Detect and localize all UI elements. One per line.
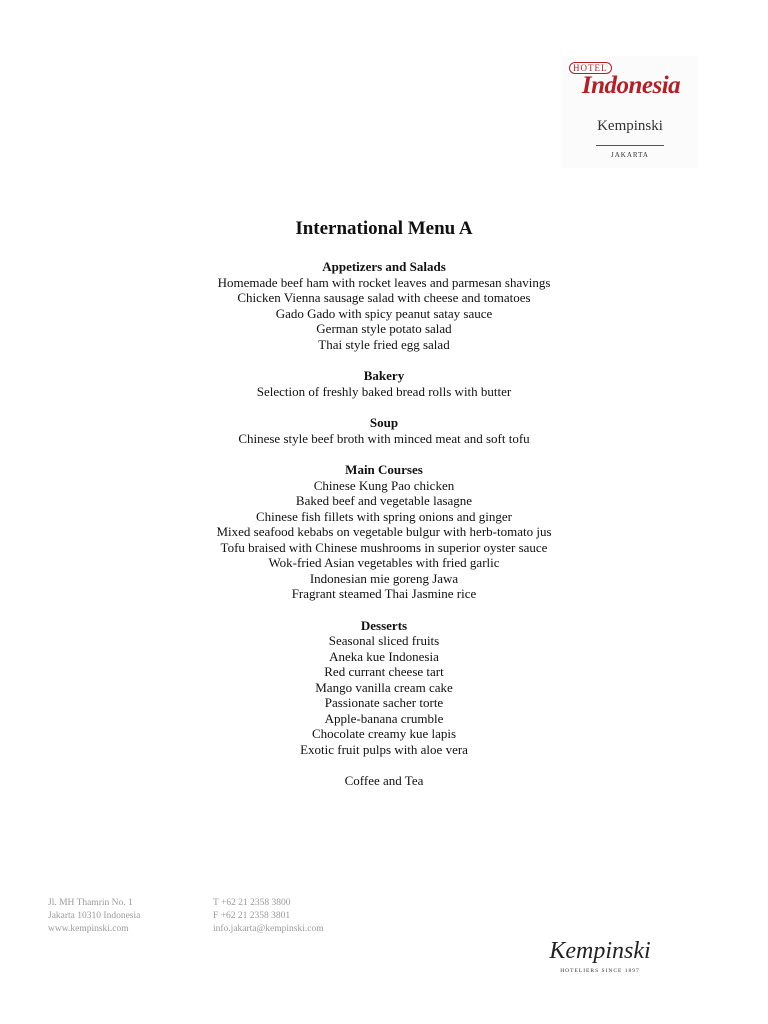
section-title: Bakery <box>363 368 405 383</box>
logo-hotel-word: HOTEL <box>569 62 612 74</box>
footer-address-line2: Jakarta 10310 Indonesia <box>48 911 141 921</box>
menu-item: Thai style fried egg salad <box>318 336 450 352</box>
menu-sections <box>0 259 768 757</box>
menu-item: Homemade beef ham with rocket leaves and parmesan shavings <box>217 274 551 290</box>
menu-item: Apple-banana crumble <box>324 710 444 726</box>
footer-address-line1: Jl. MH Thamrin No. 1 <box>48 898 133 908</box>
menu-item: Tofu braised with Chinese mushrooms in superior oyster sauce <box>220 539 548 555</box>
footer-fax: F +62 21 2358 3801 <box>213 911 291 921</box>
menu-item: Chinese style beef broth with minced meat and soft tofu <box>238 430 530 446</box>
footer-phone: T +62 21 2358 3800 <box>213 898 291 908</box>
logo-divider <box>596 145 664 146</box>
menu-item: Chinese Kung Pao chicken <box>313 477 455 493</box>
menu-section <box>0 618 768 758</box>
menu-item: Mango vanilla cream cake <box>315 679 453 695</box>
section-title: Appetizers and Salads <box>322 259 446 274</box>
footer-email: info.jakarta@kempinski.com <box>213 924 324 934</box>
menu-item: Seasonal sliced fruits <box>328 633 440 648</box>
menu-item: Red currant cheese tart <box>324 664 444 679</box>
hotel-logo <box>562 56 698 168</box>
section-title: Main Courses <box>345 462 423 477</box>
menu-item: German style potato salad <box>316 321 452 336</box>
footer-website: www.kempinski.com <box>48 924 129 934</box>
menu-item: Passionate sacher torte <box>324 695 444 710</box>
menu-item: Aneka kue Indonesia <box>329 648 439 664</box>
menu-item: Gado Gado with spicy peanut satay sauce <box>275 305 493 321</box>
section-title: Desserts <box>360 617 408 633</box>
menu-section <box>0 368 768 399</box>
menu-item: Chocolate creamy kue lapis <box>311 726 457 741</box>
menu-item: Selection of freshly baked bread rolls with butter <box>256 383 512 399</box>
section-title: Soup <box>369 415 399 430</box>
menu-title: International Menu A <box>295 218 473 239</box>
menu-item: Chicken Vienna sausage salad with cheese and tomatoes <box>237 290 531 305</box>
menu-item: Fragrant steamed Thai Jasmine rice <box>291 586 477 601</box>
menu-item: Wok-fried Asian vegetables with fried garlic <box>268 555 500 570</box>
menu-item: Exotic fruit pulps with aloe vera <box>300 741 468 757</box>
menu-closing: Coffee and Tea <box>344 773 424 788</box>
menu-item: Indonesian mie goreng Jawa <box>309 570 459 586</box>
menu <box>0 216 768 789</box>
menu-section <box>0 415 768 446</box>
logo-brand-word: Kempinski <box>597 118 663 134</box>
brand-logo <box>544 936 656 980</box>
footer-address <box>48 897 140 936</box>
menu-item: Baked beef and vegetable lasagne <box>295 493 473 508</box>
menu-item: Chinese fish fillets with spring onions and ginger <box>255 508 512 524</box>
menu-section <box>0 462 768 602</box>
logo-indonesia-word: Indonesia <box>581 72 681 99</box>
menu-section <box>0 259 768 352</box>
brand-tagline: HOTELIERS SINCE 1897 <box>560 968 640 974</box>
logo-city: JAKARTA <box>611 151 649 159</box>
brand-name: Kempinski <box>549 938 651 964</box>
menu-item: Mixed seafood kebabs on vegetable bulgur with herb-tomato jus <box>216 524 552 539</box>
footer-contact <box>213 897 324 936</box>
